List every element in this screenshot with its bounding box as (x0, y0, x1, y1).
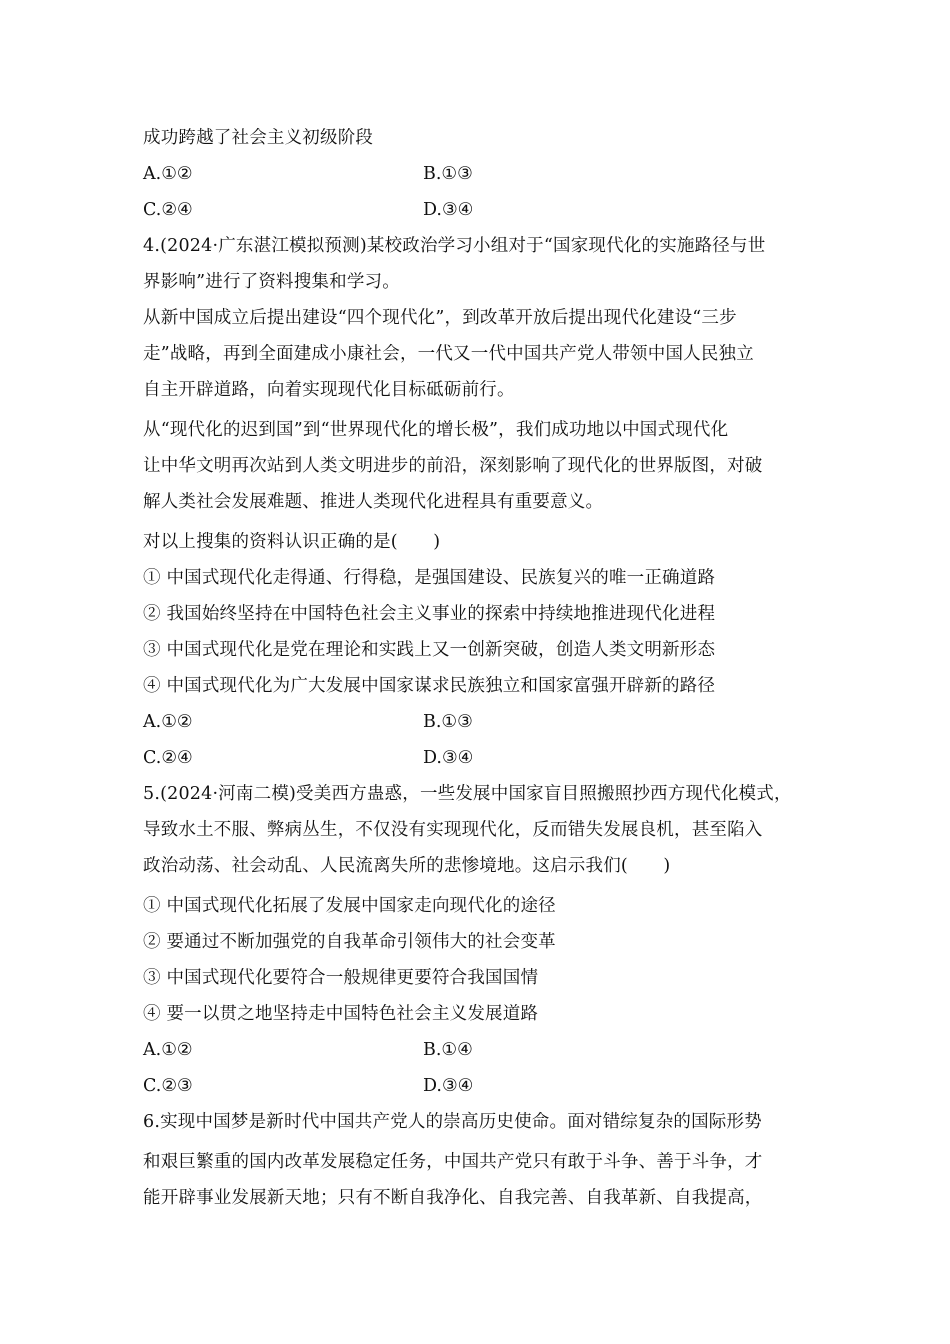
q4-material2-line3: 解人类社会发展难题、推进人类现代化进程具有重要意义。 (143, 492, 604, 512)
q4-option-d: D.③④ (423, 748, 474, 768)
q4-material1-line2: 走”战略，再到全面建成小康社会，一代又一代中国共产党人带领中国人民独立 (143, 344, 754, 364)
q4-material2-line2: 让中华文明再次站到人类文明进步的前沿，深刻影响了现代化的世界版图，对破 (143, 456, 763, 476)
q5-item-4: ④ 要一以贯之地坚持走中国特色社会主义发展道路 (143, 1004, 539, 1024)
q4-stem-line2: 界影响”进行了资料搜集和学习。 (143, 272, 400, 292)
q4-option-a: A.①② (143, 712, 193, 732)
q3-option-d: D.③④ (423, 200, 474, 220)
q3-option-a: A.①② (143, 164, 193, 184)
q4-item-4: ④ 中国式现代化为广大发展中国家谋求民族独立和国家富强开辟新的路径 (143, 676, 716, 696)
q5-option-c: C.②③ (143, 1076, 193, 1096)
q5-item-3: ③ 中国式现代化要符合一般规律更要符合我国国情 (143, 968, 539, 988)
q4-question: 对以上搜集的资料认识正确的是( ) (143, 532, 441, 552)
q5-stem-line1: 5.(2024·河南二模)受美西方蛊惑，一些发展中国家盲目照搬照抄西方现代化模式， (143, 784, 792, 804)
q4-material1-line1: 从新中国成立后提出建设“四个现代化”，到改革开放后提出现代化建设“三步 (143, 308, 737, 328)
q4-item-1: ① 中国式现代化走得通、行得稳，是强国建设、民族复兴的唯一正确道路 (143, 568, 716, 588)
q4-item-3: ③ 中国式现代化是党在理论和实践上又一创新突破，创造人类文明新形态 (143, 640, 716, 660)
q5-option-b: B.①④ (423, 1040, 473, 1060)
q4-option-b: B.①③ (423, 712, 473, 732)
q4-item-2: ② 我国始终坚持在中国特色社会主义事业的探索中持续地推进现代化进程 (143, 604, 716, 624)
q6-stem-line2: 和艰巨繁重的国内改革发展稳定任务，中国共产党只有敢于斗争、善于斗争，才 (143, 1152, 763, 1172)
q3-option-b: B.①③ (423, 164, 473, 184)
q3-stem-tail: 成功跨越了社会主义初级阶段 (143, 128, 374, 148)
q6-stem-line1: 6.实现中国梦是新时代中国共产党人的崇高历史使命。面对错综复杂的国际形势 (143, 1112, 762, 1132)
q5-stem-line2: 导致水土不服、弊病丛生，不仅没有实现现代化，反而错失发展良机，甚至陷入 (143, 820, 763, 840)
q3-option-c: C.②④ (143, 200, 193, 220)
q4-option-c: C.②④ (143, 748, 193, 768)
q4-material1-line3: 自主开辟道路，向着实现现代化目标砥砺前行。 (143, 380, 515, 400)
q6-stem-line3: 能开辟事业发展新天地；只有不断自我净化、自我完善、自我革新、自我提高， (143, 1188, 763, 1208)
q5-option-a: A.①② (143, 1040, 193, 1060)
q5-item-2: ② 要通过不断加强党的自我革命引领伟大的社会变革 (143, 932, 556, 952)
q5-stem-line3: 政治动荡、社会动乱、人民流离失所的悲惨境地。这启示我们( ) (143, 856, 671, 876)
q5-option-d: D.③④ (423, 1076, 474, 1096)
q4-material2-line1: 从“现代化的迟到国”到“世界现代化的增长极”，我们成功地以中国式现代化 (143, 420, 729, 440)
q5-item-1: ① 中国式现代化拓展了发展中国家走向现代化的途径 (143, 896, 556, 916)
q4-stem-line1: 4.(2024·广东湛江模拟预测)某校政治学习小组对于“国家现代化的实施路径与世 (143, 236, 766, 256)
